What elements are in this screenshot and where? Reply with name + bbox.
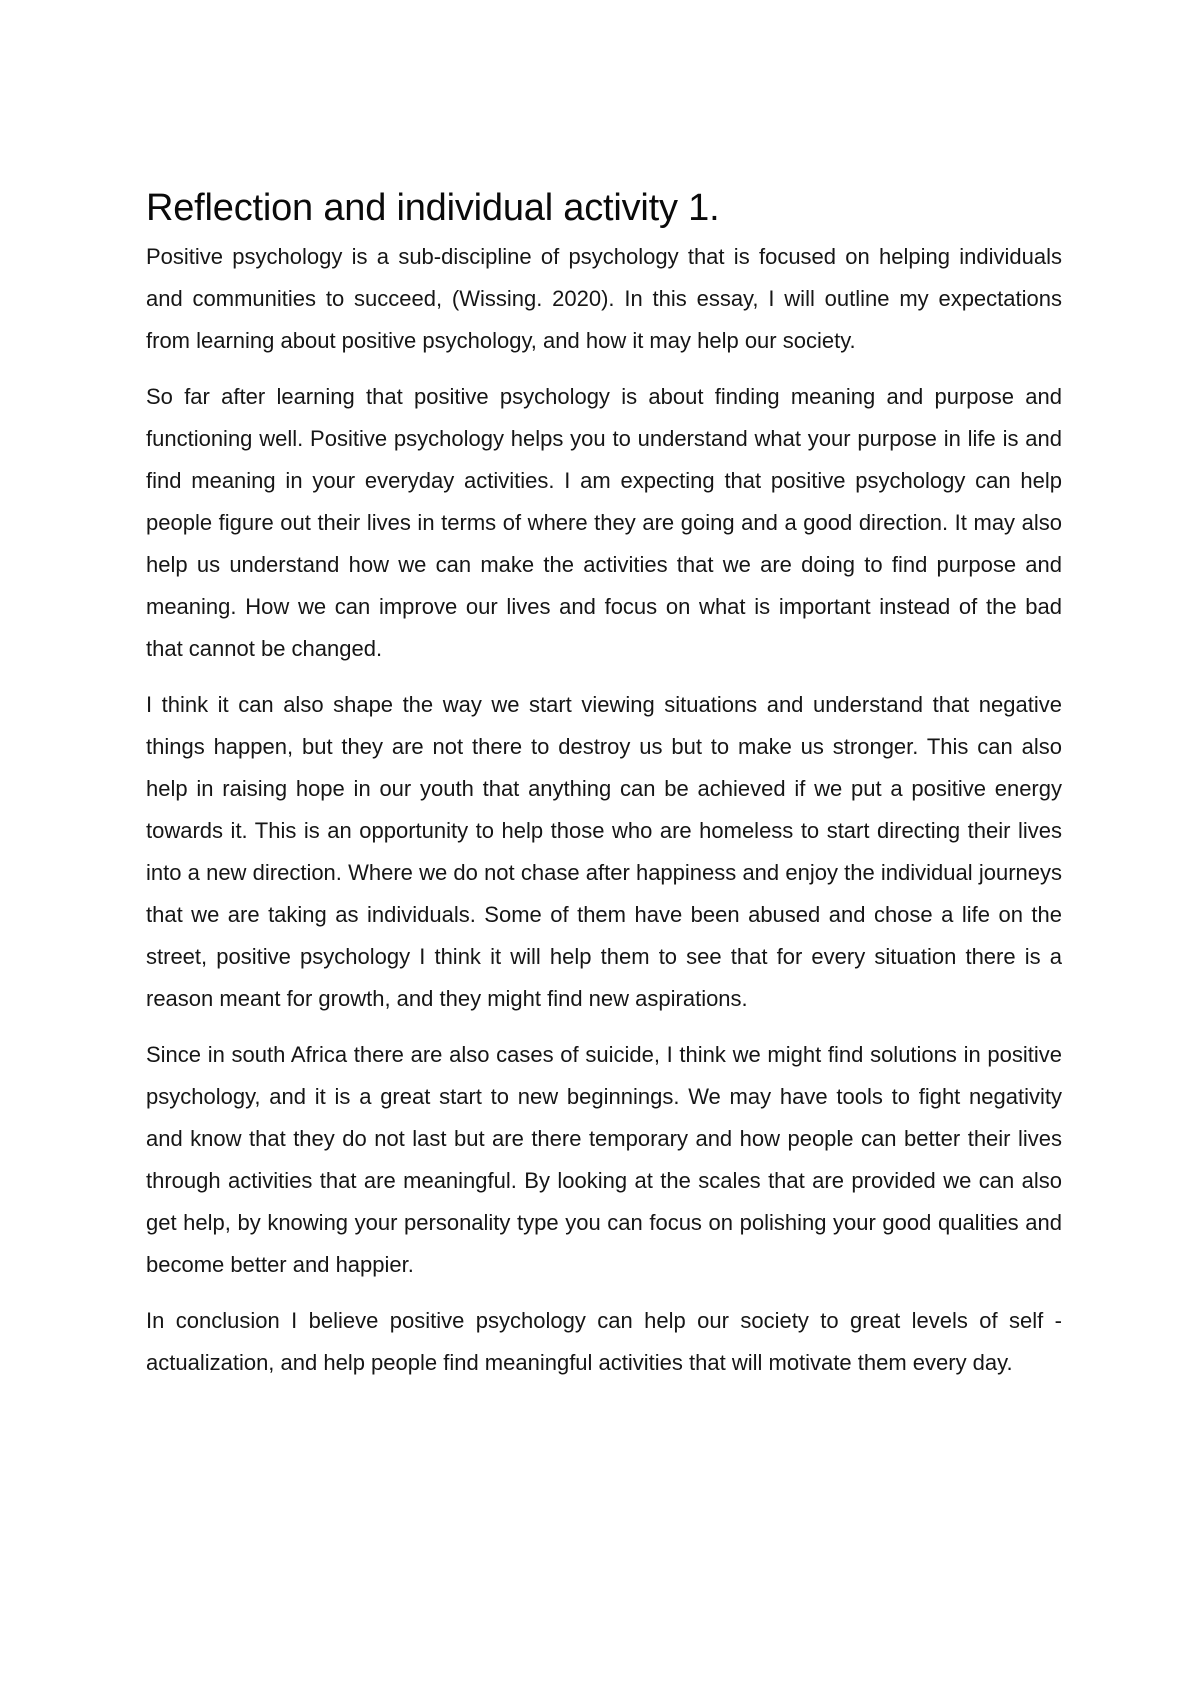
paragraph-south-africa: Since in south Africa there are also cases of suicide, I think we might find solutions in positive psychology, and it is a great start to new beginnings. We may have tools to fight negativity and know that they do not last but are there temporary and how people can better their lives through activities that are meaningful. By looking at the scales that are provided we can also get help, by knowing your personality type you can focus on polishing your good qualities and become better and happier. bbox=[146, 1042, 1062, 1277]
paragraph-introduction: Positive psychology is a sub-discipline of psychology that is focused on helping individuals and communities to succeed, (Wissing. 2020). In this essay, I will outline my expectations from learning about positive psychology, and how it may help our society. bbox=[146, 244, 1062, 353]
document-body bbox=[146, 182, 1062, 1398]
paragraph-expectations: So far after learning that positive psychology is about finding meaning and purpose and functioning well. Positive psychology helps you to understand what your purpose in life is and find meaning in your everyday activities. I am expecting that positive psychology can help people figure out their lives in terms of where they are going and a good direction. It may also help us understand how we can make the activities that we are doing to find purpose and meaning. How we can improve our lives and focus on what is important instead of the bad that cannot be changed. bbox=[146, 384, 1062, 661]
document-title: Reflection and individual activity 1. bbox=[146, 187, 720, 229]
paragraph-shaping-views: I think it can also shape the way we start viewing situations and understand that negative things happen, but they are not there to destroy us but to make us stronger. This can also help in raising hope in our youth that anything can be achieved if we put a positive energy towards it. This is an opportunity to help those who are homeless to start directing their lives into a new direction. Where we do not chase after happiness and enjoy the individual journeys that we are taking as individuals. Some of them have been abused and chose a life on the street, positive psychology I think it will help them to see that for every situation there is a reason meant for growth, and they might find new aspirations. bbox=[146, 692, 1062, 1011]
paragraph-conclusion: In conclusion I believe positive psychology can help our society to great levels of self -actualization, and help people find meaningful activities that will motivate them every day. bbox=[146, 1308, 1062, 1375]
